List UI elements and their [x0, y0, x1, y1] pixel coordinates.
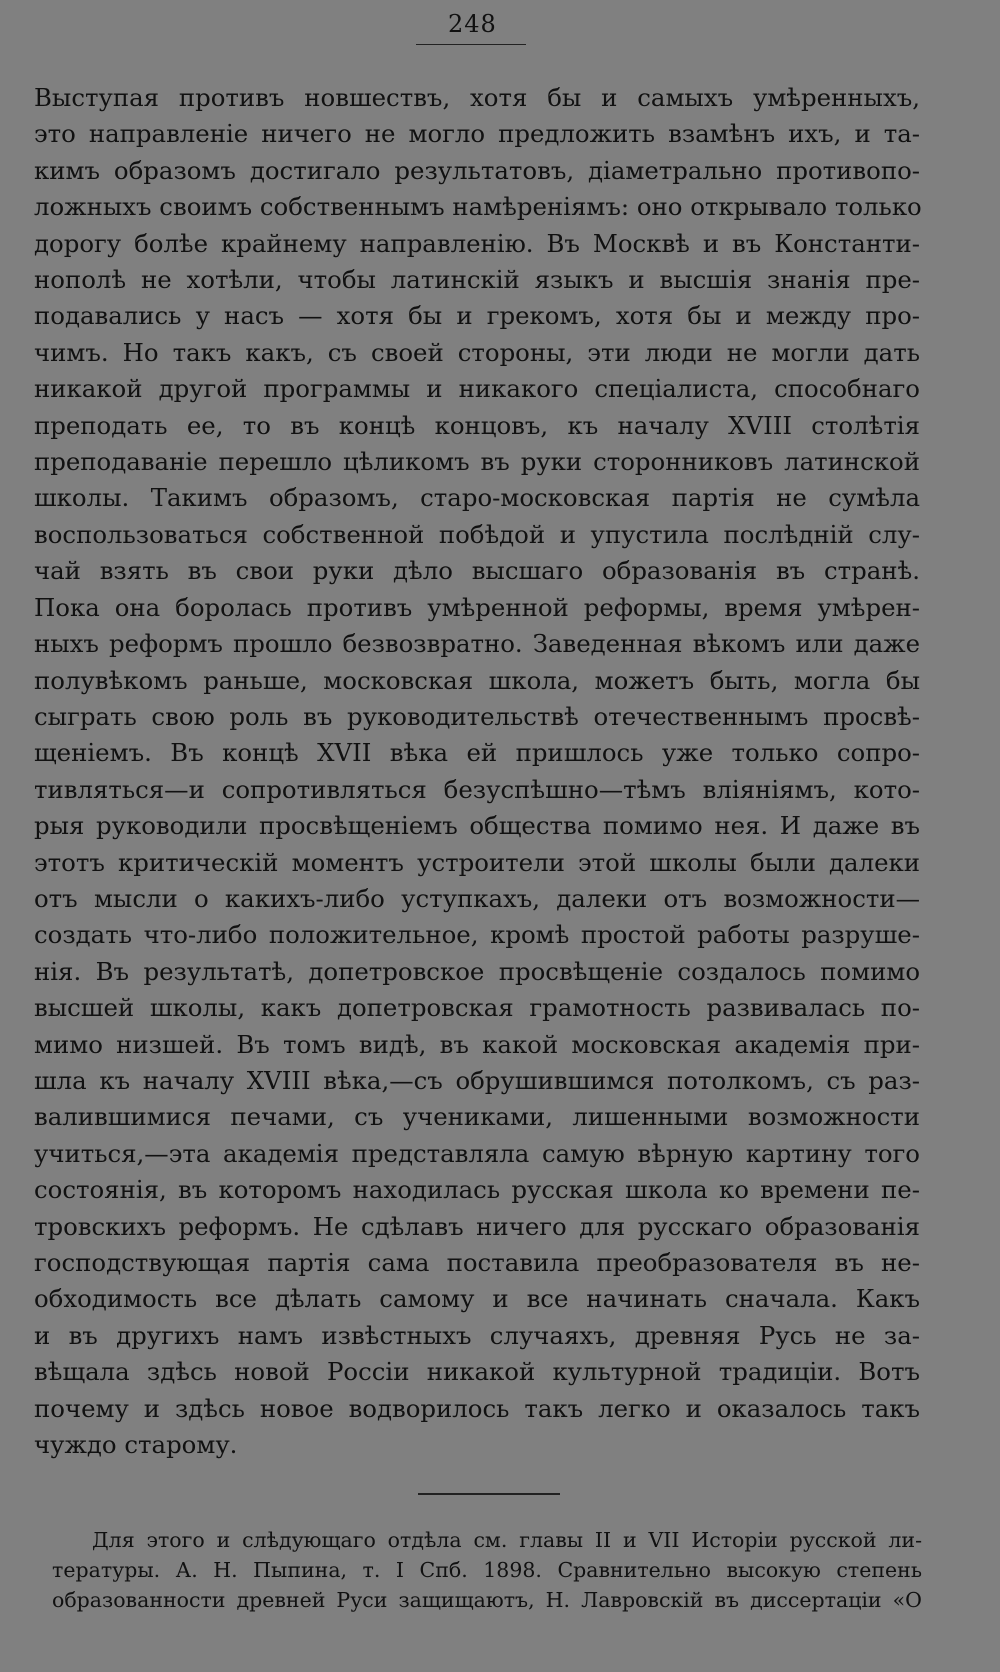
body-line: почему и здѣсь новое водворилось такъ легко и оказалось такъ: [34, 1393, 920, 1423]
body-line: обходимость все дѣлать самому и все начинать сначала. Какъ: [34, 1284, 920, 1314]
body-line: кимъ образомъ достигало результатовъ, діаметрально противопо-: [34, 155, 920, 185]
body-line: нополѣ не хотѣли, чтобы латинскій языкъ и высшія знанія пре-: [34, 265, 920, 295]
body-line: чай взять въ свои руки дѣло высшаго образованія въ странѣ.: [34, 556, 920, 586]
body-line: валившимися печами, съ учениками, лишенными возможности: [34, 1102, 920, 1132]
body-line: высшей школы, какъ допетровская грамотность развивалась по-: [34, 993, 920, 1023]
footnote-line: Для этого и слѣдующаго отдѣла см. главы II и VII Исторіи русской ли-: [92, 1528, 922, 1552]
body-line: преподаваніе перешло цѣликомъ въ руки сторонниковъ латинской: [34, 447, 920, 477]
header-rule: [416, 44, 526, 45]
body-line: чуждо старому.: [34, 1430, 238, 1460]
body-line: Пока она боролась противъ умѣренной реформы, время умѣрен-: [34, 592, 920, 622]
body-line: тровскихъ реформъ. Не сдѣлавъ ничего для русскаго образованія: [34, 1211, 920, 1241]
body-line: сыграть свою роль въ руководительствѣ отечественнымъ просвѣ-: [34, 701, 920, 731]
body-line: подавались у насъ — хотя бы и грекомъ, хотя бы и между про-: [34, 301, 920, 331]
page-number: 248: [448, 10, 497, 38]
footnote-line: тературы. А. Н. Пыпина, т. I Спб. 1898. Сравнительно высокую степень: [52, 1558, 922, 1582]
body-line: чимъ. Но такъ какъ, съ своей стороны, эти люди не могли дать: [34, 337, 920, 367]
body-line: тивляться—и сопротивляться безуспѣшно—тѣмъ вліяніямъ, кото-: [34, 774, 920, 804]
body-line: господствующая партія сама поставила преобразователя въ не-: [34, 1248, 920, 1277]
body-line: никакой другой программы и никакого спеціалиста, способнаго: [34, 374, 920, 404]
body-line: школы. Такимъ образомъ, старо-московская партія не сумѣла: [34, 483, 920, 513]
body-line: полувѣкомъ раньше, московская школа, можетъ быть, могла бы: [34, 665, 920, 695]
body-line: и въ другихъ намъ извѣстныхъ случаяхъ, древняя Русь не за-: [34, 1320, 920, 1350]
body-line: ныхъ реформъ прошло безвозвратно. Заведенная вѣкомъ или даже: [34, 629, 920, 659]
body-line: состоянія, въ которомъ находилась русская школа ко времени пе-: [34, 1175, 920, 1205]
body-line: воспользоваться собственной побѣдой и упустила послѣдній слу-: [34, 519, 920, 549]
body-line: ложныхъ своимъ собственнымъ намѣреніямъ: оно открывало только: [34, 192, 922, 222]
body-line: мимо низшей. Въ томъ видѣ, въ какой московская академія при-: [34, 1029, 920, 1059]
body-line: учиться,—эта академія представляла самую вѣрную картину того: [34, 1138, 920, 1168]
body-line: отъ мысли о какихъ-либо уступкахъ, далеки отъ возможности—: [34, 883, 920, 913]
footnote: [52, 1525, 922, 1615]
footnote-separator: [418, 1493, 560, 1495]
body-line: преподать ее, то въ концѣ концовъ, къ началу XVIII столѣтія: [34, 410, 920, 440]
body-line: рыя руководили просвѣщеніемъ общества помимо нея. И даже въ: [34, 811, 920, 841]
body-line: это направленіе ничего не могло предложить взамѣнъ ихъ, и та-: [34, 119, 920, 149]
body-line: нія. Въ результатѣ, допетровское просвѣщеніе создалось помимо: [34, 956, 920, 986]
footnote-line: образованности древней Руси защищаютъ, Н. Лавровскій въ диссертаціи «О: [52, 1588, 922, 1612]
body-line: щеніемъ. Въ концѣ XVII вѣка ей пришлось уже только сопро-: [34, 738, 920, 768]
body-text: [34, 80, 920, 1463]
body-line: Выступая противъ новшествъ, хотя бы и самыхъ умѣренныхъ,: [34, 83, 920, 112]
body-line: этотъ критическій моментъ устроители этой школы были далеки: [34, 847, 920, 877]
body-line: шла къ началу XVIII вѣка,—съ обрушившимся потолкомъ, съ раз-: [34, 1065, 920, 1095]
body-line: дорогу болѣе крайнему направленію. Въ Москвѣ и въ Константи-: [34, 228, 920, 258]
body-line: вѣщала здѣсь новой Россіи никакой культурной традиціи. Вотъ: [34, 1357, 920, 1387]
body-line: создать что-либо положительное, кромѣ простой работы разруше-: [34, 920, 920, 950]
